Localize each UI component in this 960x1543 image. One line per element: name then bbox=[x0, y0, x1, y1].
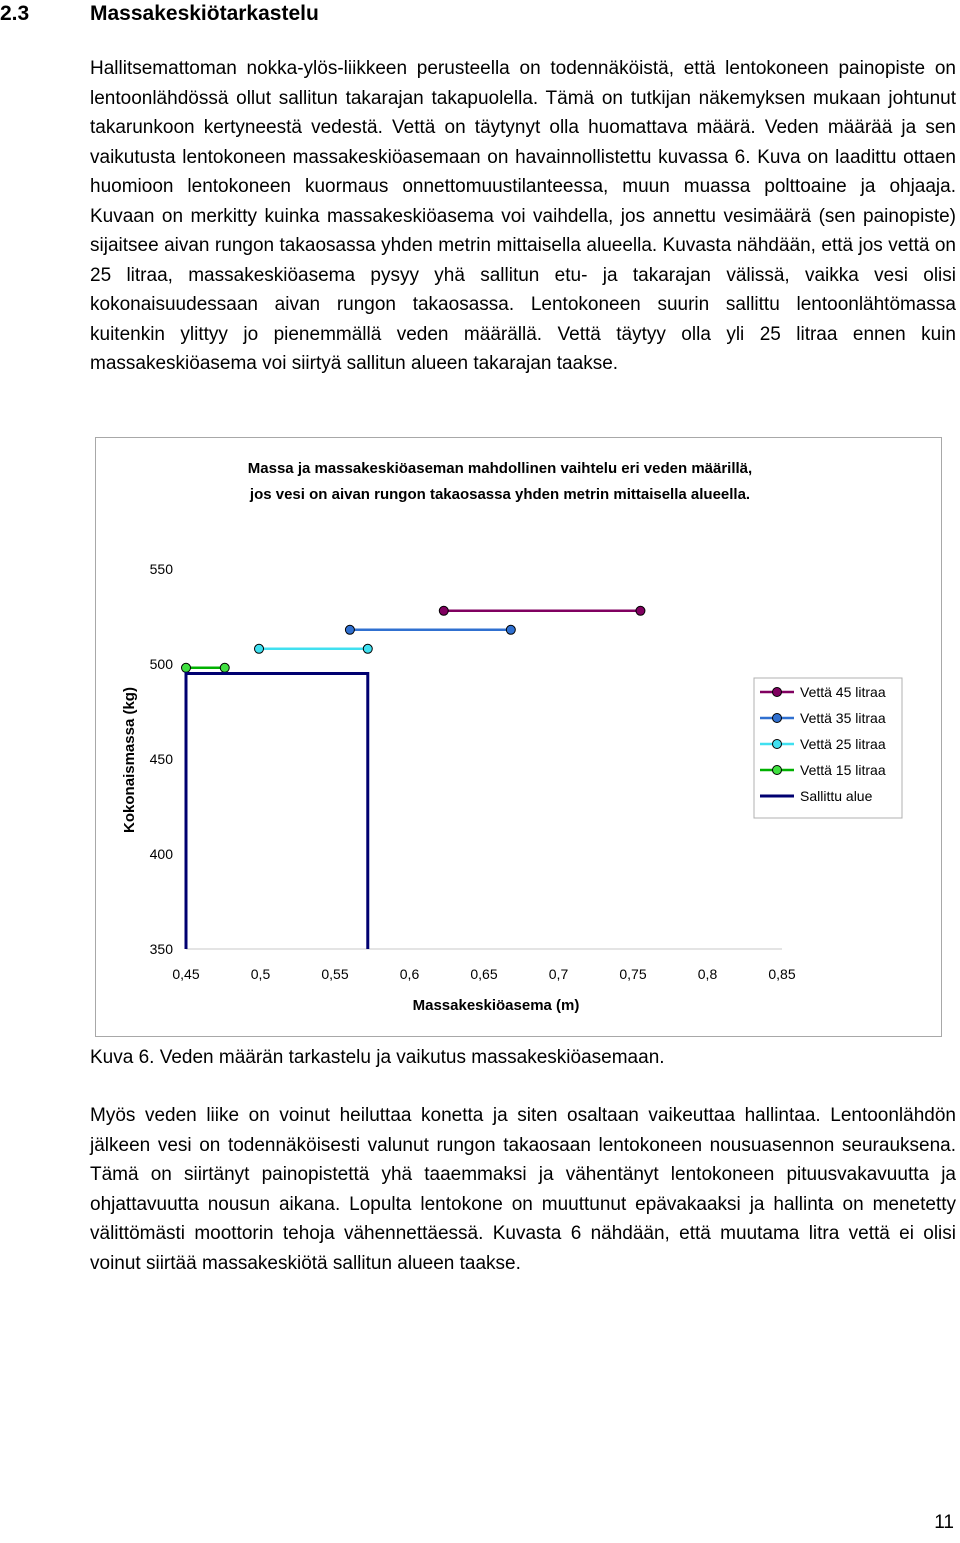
series-4 bbox=[182, 663, 230, 672]
section-heading bbox=[0, 2, 319, 26]
legend-label: Vettä 45 litraa bbox=[800, 684, 886, 700]
page-number: 11 bbox=[934, 1512, 954, 1533]
legend-label: Sallittu alue bbox=[800, 788, 873, 804]
chart-title-line-1: Massa ja massakeskiöaseman mahdollinen vaihtelu eri veden määrillä, bbox=[247, 460, 753, 477]
x-tick-label: 0,5 bbox=[250, 966, 271, 982]
x-tick-label: 0,7 bbox=[548, 966, 569, 982]
y-tick-label: 400 bbox=[149, 846, 173, 862]
series-line bbox=[186, 674, 368, 950]
x-axis-label: Massakeskiöasema (m) bbox=[412, 997, 580, 1014]
legend-marker bbox=[773, 688, 782, 697]
legend-label: Vettä 35 litraa bbox=[800, 710, 886, 726]
x-tick-label: 0,85 bbox=[768, 966, 796, 982]
legend-marker bbox=[773, 740, 782, 749]
series-5 bbox=[186, 674, 368, 950]
series-3 bbox=[255, 644, 373, 653]
chart-title-line-2: jos vesi on aivan rungon takaosassa yhden metrin mittaisella alueella. bbox=[249, 486, 751, 503]
paragraph-2: Myös veden liike on voinut heiluttaa konetta ja siten osaltaan vaikeuttaa hallintaa. Lentoonlähdön jälkeen vesi on todennäköisesti valunut rungon takaosaan lentokoneen nousuasennon seurauksena. Tämä on siirtänyt painopistettä yhä taaemmaksi ja vähentänyt lentokoneen pituusvakavuutta ja ohjattavuutta nousun aikana. Lopulta lentokone on muuttunut epävakaaksi ja hallinta on menetetty välittömästi moottorin tehoja vähennettäessä. Kuvasta 6 nähdään, että muutama litra vettä ei olisi voinut siirtää massakeskiötä sallitun alueen taakse. bbox=[90, 1105, 956, 1274]
chart-svg bbox=[96, 438, 941, 1036]
figure-caption: Kuva 6. Veden määrän tarkastelu ja vaikutus massakeskiöasemaan. bbox=[90, 1047, 665, 1068]
x-tick-label: 0,55 bbox=[321, 966, 349, 982]
series-point bbox=[220, 663, 229, 672]
series-point bbox=[182, 663, 191, 672]
legend-label: Vettä 25 litraa bbox=[800, 736, 886, 752]
y-tick-label: 350 bbox=[149, 941, 173, 957]
series-point bbox=[255, 644, 264, 653]
y-tick-label: 550 bbox=[149, 561, 173, 577]
figure-6-chart bbox=[95, 437, 942, 1037]
legend-marker bbox=[773, 766, 782, 775]
y-tick-label: 500 bbox=[149, 656, 173, 672]
x-tick-label: 0,6 bbox=[399, 966, 420, 982]
legend-marker bbox=[773, 714, 782, 723]
x-tick-label: 0,8 bbox=[697, 966, 718, 982]
series-point bbox=[506, 625, 515, 634]
series-2 bbox=[345, 625, 515, 634]
section-number: 2.3 bbox=[0, 2, 30, 25]
series-point bbox=[345, 625, 354, 634]
series-point bbox=[439, 606, 448, 615]
series-1 bbox=[439, 606, 645, 615]
series-point bbox=[363, 644, 372, 653]
series-point bbox=[636, 606, 645, 615]
x-tick-label: 0,75 bbox=[619, 966, 647, 982]
y-axis-label: Kokonaismassa (kg) bbox=[121, 687, 138, 833]
paragraph-1: Hallitsemattoman nokka-ylös-liikkeen perusteella on todennäköistä, että lentokoneen painopiste on lentoonlähdössä ollut sallitun takarajan takapuolella. Tämä on tutkijan näkemyksen mukaan johtunut takarunkoon kertyneestä vedestä. Vettä on täytynyt olla huomattava määrä. Veden määrää ja sen vaikutusta lentokoneen massakeskiöasemaan on havainnollistettu kuvassa 6. Kuva on laadittu ottaen huomioon lentokoneen kuormaus onnettomuustilanteessa, muun muassa polttoaine ja ohjaaja. Kuvaan on merkitty kuinka massakeskiöasema voi vaihdella, jos annettu vesimäärä (sen painopiste) sijaitsee aivan rungon takaosassa yhden metrin mittaisella alueella. Kuvasta nähdään, että jos vettä on 25 litraa, massakeskiöasema pysyy yhä sallitun etu- ja takarajan välissä, vaikka vesi olisi kokonaisuudessaan aivan rungon takaosassa. Lentokoneen suurin sallittu lentoonlähtömassa kuitenkin ylittyy jo pienemmällä veden määrällä. Vettä täytyy olla yli 25 litraa ennen kuin massakeskiöasema voi siirtyä sallitun alueen takarajan taakse. bbox=[90, 58, 956, 374]
x-tick-label: 0,65 bbox=[470, 966, 498, 982]
legend-label: Vettä 15 litraa bbox=[800, 762, 886, 778]
section-title: Massakeskiötarkastelu bbox=[90, 2, 319, 25]
y-tick-label: 450 bbox=[149, 751, 173, 767]
x-tick-label: 0,45 bbox=[172, 966, 200, 982]
